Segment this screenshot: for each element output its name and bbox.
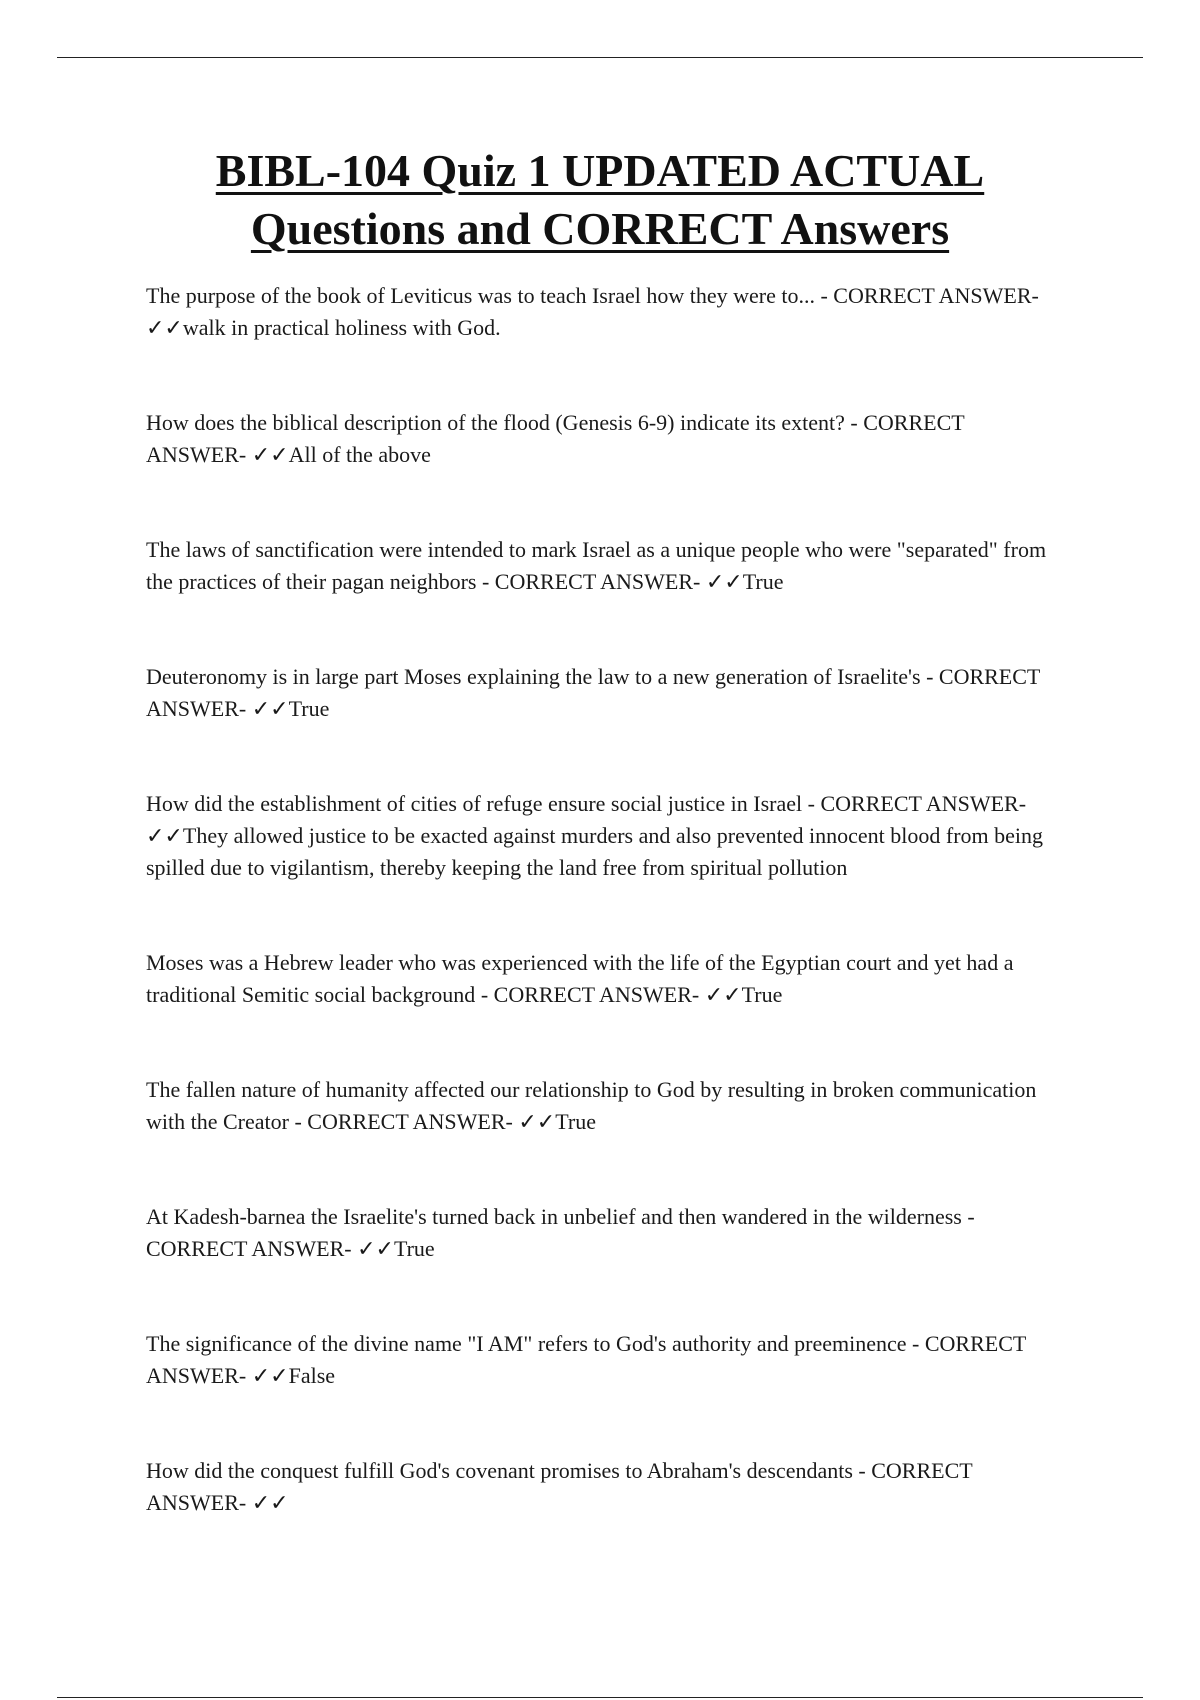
qa-item xyxy=(146,788,1066,884)
answer-text: True xyxy=(741,982,783,1007)
qa-item xyxy=(146,1455,1066,1519)
answer-separator: - CORRECT ANSWER- ✓✓ xyxy=(146,1331,1026,1388)
title-line-1: BIBL-104 Quiz 1 UPDATED ACTUAL xyxy=(215,145,985,196)
qa-item xyxy=(146,407,1066,471)
question-text: How does the biblical description of the flood (Genesis 6-9) indicate its extent? xyxy=(146,410,845,435)
answer-text: walk in practical holiness with God. xyxy=(182,315,501,340)
qa-item xyxy=(146,1328,1066,1392)
question-text: The laws of sanctification were intended to mark Israel as a unique people who were "separated" from the practices of their pagan neighbors xyxy=(146,537,1047,594)
qa-item xyxy=(146,1201,1066,1265)
answer-text: All of the above xyxy=(288,442,431,467)
answer-text: False xyxy=(288,1363,336,1388)
qa-item xyxy=(146,947,1066,1011)
answer-separator: - CORRECT ANSWER- ✓✓ xyxy=(475,982,742,1007)
question-text: Moses was a Hebrew leader who was experienced with the life of the Egyptian court and yet had a traditional Semitic social background xyxy=(146,950,1014,1007)
answer-separator: - CORRECT ANSWER- ✓✓ xyxy=(146,1204,975,1261)
question-text: The significance of the divine name "I AM" refers to God's authority and preeminence xyxy=(146,1331,907,1356)
answer-text: They allowed justice to be exacted against murders and also prevented innocent blood from being spilled due to vigilantism, thereby keeping the land free from spiritual pollution xyxy=(146,823,1044,880)
bottom-rule xyxy=(57,1697,1143,1698)
title-line-2: Questions and CORRECT Answers xyxy=(250,203,950,254)
answer-text: True xyxy=(288,696,330,721)
answer-separator: - CORRECT ANSWER- ✓✓ xyxy=(288,1109,556,1134)
question-text: How did the establishment of cities of refuge ensure social justice in Israel xyxy=(146,791,803,816)
answer-separator: - CORRECT ANSWER- ✓✓ xyxy=(146,664,1040,721)
answer-separator: - CORRECT ANSWER- ✓✓ xyxy=(146,410,965,467)
answer-text: True xyxy=(742,569,784,594)
answer-text: True xyxy=(393,1236,435,1261)
qa-item xyxy=(146,280,1066,344)
answer-text: True xyxy=(555,1109,596,1134)
question-text: Deuteronomy is in large part Moses explaining the law to a new generation of Israelite's xyxy=(146,664,921,689)
qa-item xyxy=(146,534,1066,598)
qa-item xyxy=(146,661,1066,725)
qa-list xyxy=(146,280,1066,1519)
question-text: How did the conquest fulfill God's covenant promises to Abraham's descendants xyxy=(146,1458,853,1483)
question-text: At Kadesh-barnea the Israelite's turned back in unbelief and then wandered in the wilderness xyxy=(146,1204,962,1229)
question-text: The purpose of the book of Leviticus was to teach Israel how they were to... xyxy=(146,283,815,308)
answer-separator: - CORRECT ANSWER- ✓✓ xyxy=(146,1458,973,1515)
answer-separator: - CORRECT ANSWER- ✓✓ xyxy=(476,569,743,594)
question-text: The fallen nature of humanity affected our relationship to God by resulting in broken communication with the Creator xyxy=(146,1077,1037,1134)
top-rule xyxy=(57,57,1143,58)
answer-separator: - CORRECT ANSWER- ✓✓ xyxy=(146,283,1039,340)
qa-item xyxy=(146,1074,1066,1138)
answer-separator: - CORRECT ANSWER- ✓✓ xyxy=(146,791,1027,848)
document-title xyxy=(0,142,1200,258)
